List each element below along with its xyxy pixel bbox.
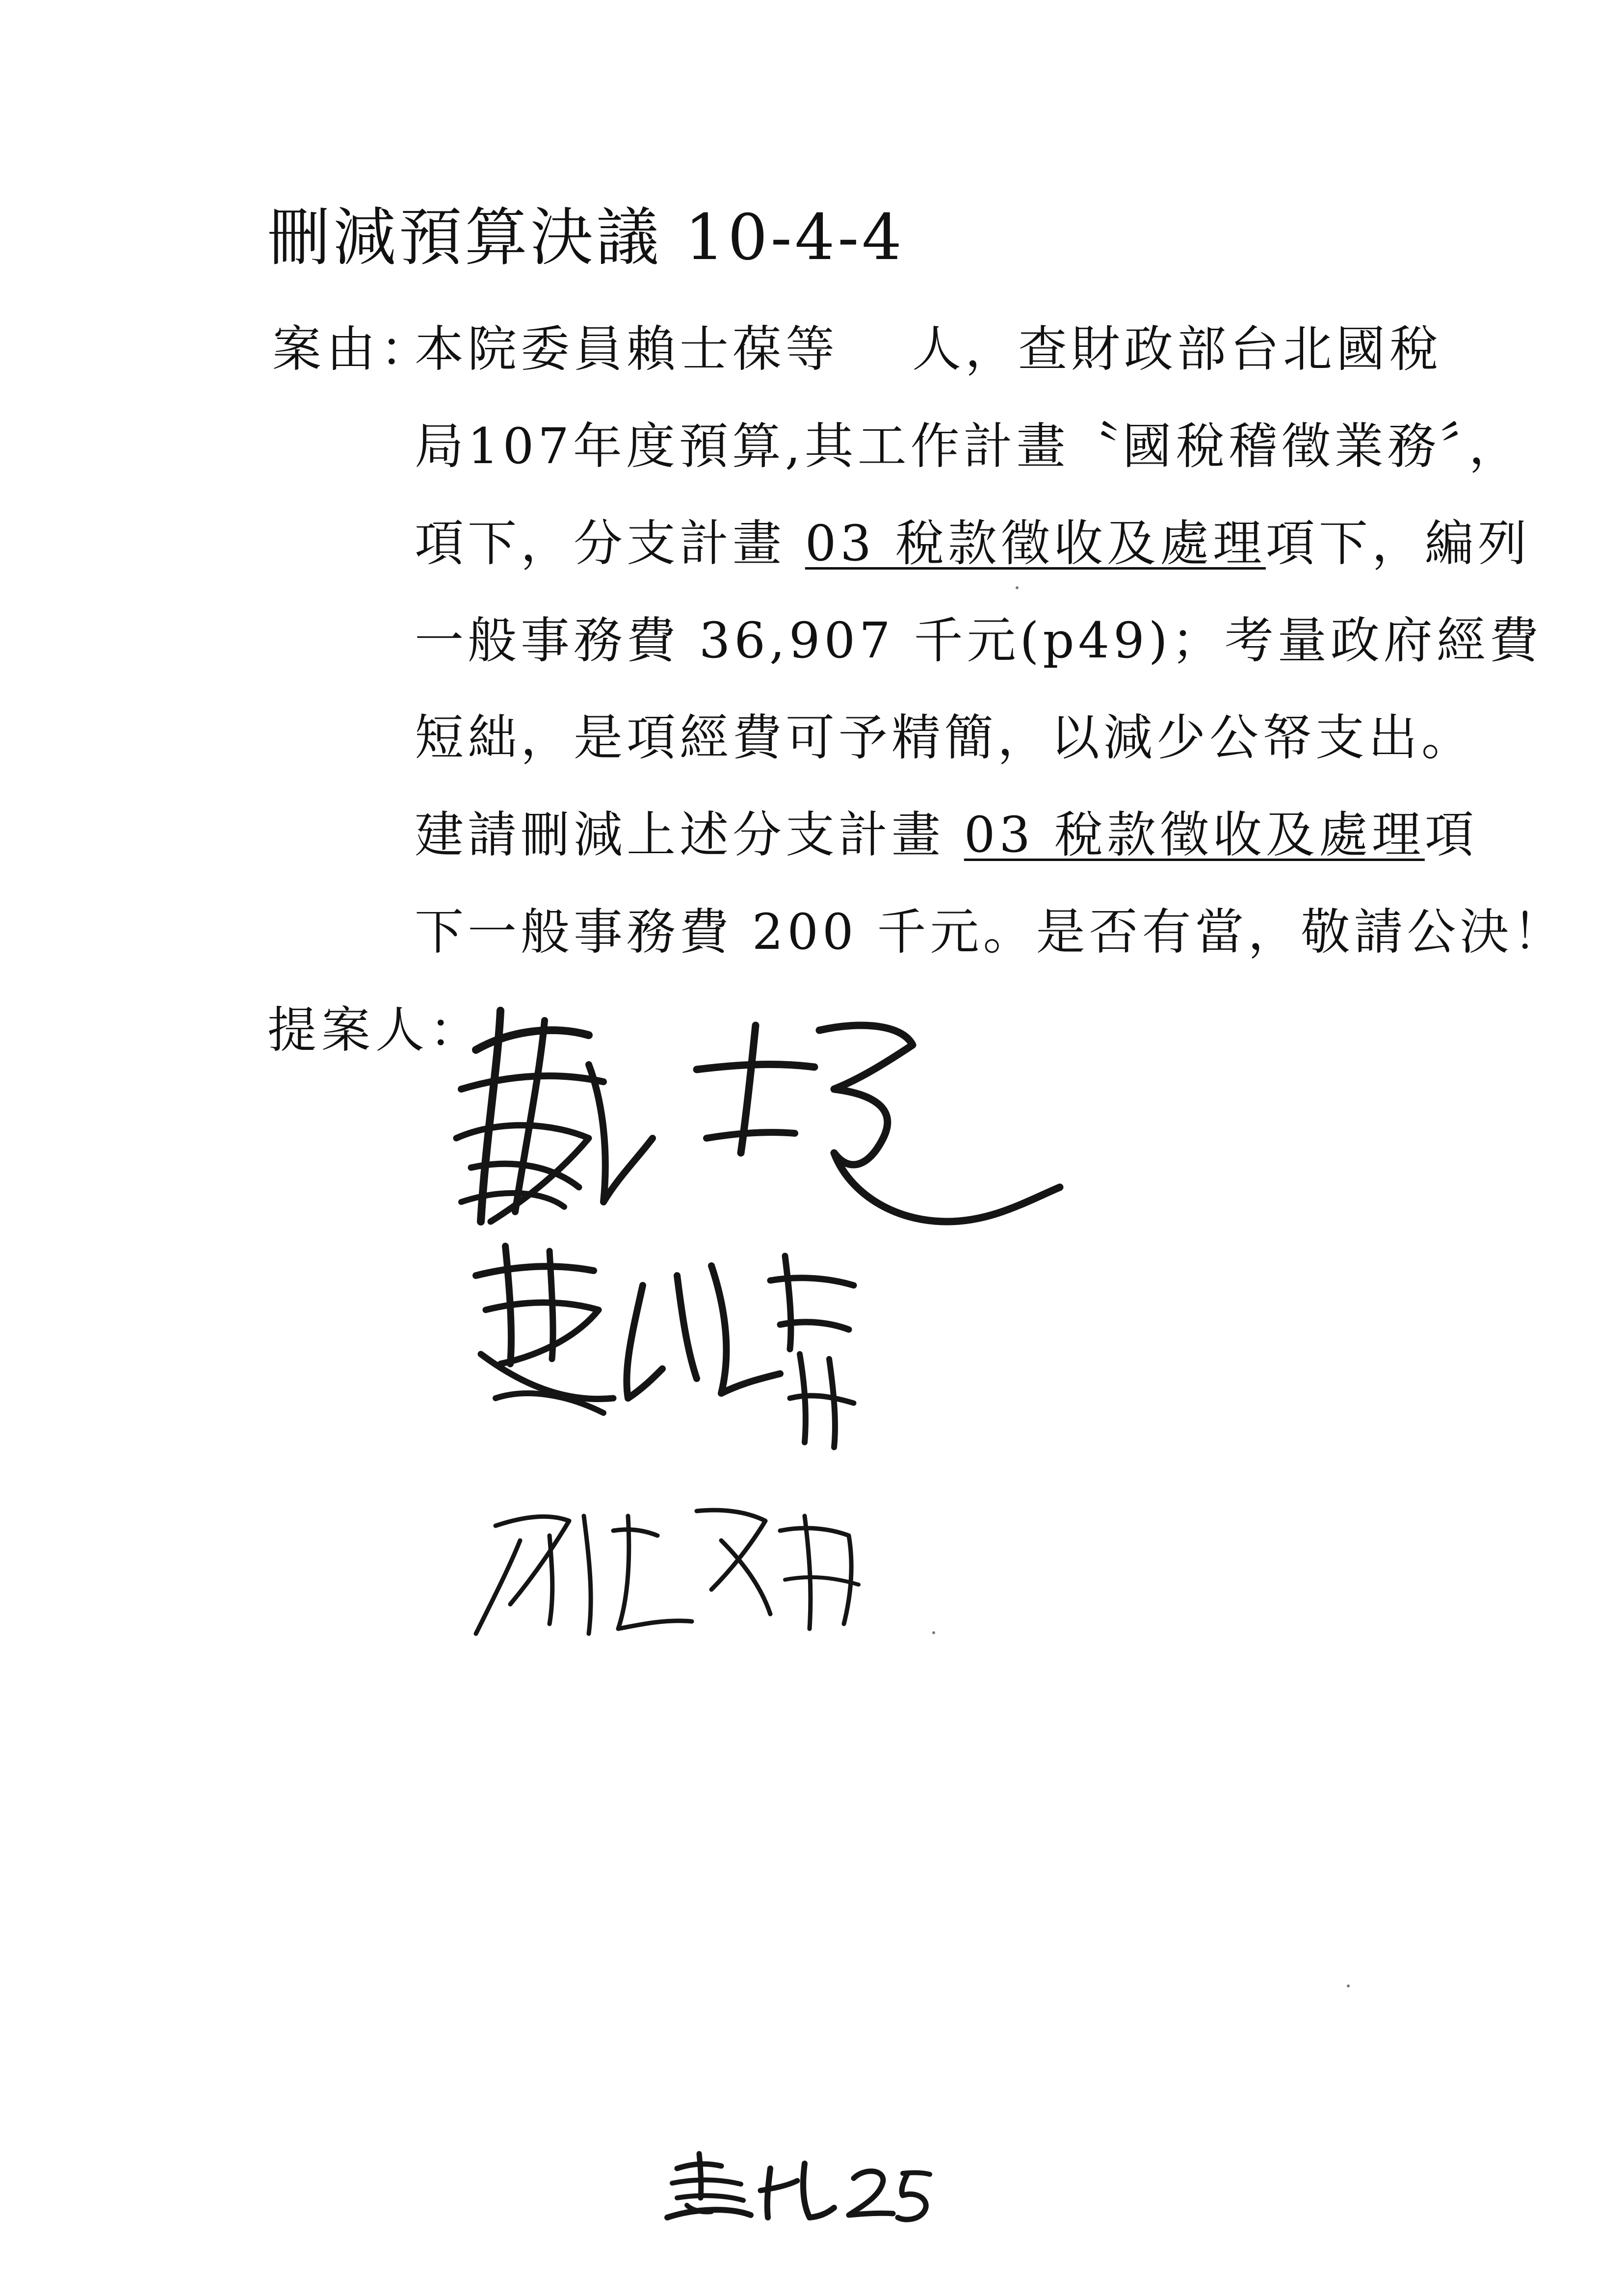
document-title: 刪減預算決議 10-4-4 <box>267 201 905 274</box>
reason-line-1-part-b: 人，查財政部台北國稅 <box>912 320 1442 378</box>
proposer-label: 提案人： <box>267 1001 483 1059</box>
reason-line-7: 下一般事務費 200 千元。是否有當，敬請公決！ <box>415 903 1566 961</box>
reason-line-3 <box>415 514 1531 573</box>
reason-line-2: 局107年度預算,其工作計畫〝國稅稽徵業務〞， <box>415 417 1522 475</box>
scan-speck <box>1347 1984 1350 1987</box>
reason-line-3-part-b: 項下，編列 <box>1265 515 1531 572</box>
signature-1 <box>442 991 1079 1266</box>
reason-label: 案由： <box>272 320 434 378</box>
reason-line-1-part-a: 本院委員賴士葆等 <box>415 320 838 378</box>
scan-speck <box>932 1631 935 1634</box>
reason-line-4: 一般事務費 36,907 千元(p49)；考量政府經費 <box>415 612 1543 669</box>
reason-line-3-part-a: 項下，分支計畫 <box>415 515 805 572</box>
reason-line-1 <box>415 320 1442 379</box>
footer-stamp <box>657 2149 932 2227</box>
signature-2 <box>466 1236 957 1462</box>
reason-line-5: 短絀，是項經費可予精簡，以減少公帑支出。 <box>415 709 1474 766</box>
underlined-program-name: 03 稅款徵收及處理 <box>964 806 1425 863</box>
reason-line-6-part-b: 項 <box>1424 806 1478 863</box>
reason-line-6-part-a: 建請刪減上述分支計畫 <box>415 806 964 863</box>
reason-line-6 <box>415 806 1478 864</box>
underlined-program-name: 03 稅款徵收及處理 <box>805 515 1266 572</box>
scan-speck <box>1016 586 1019 589</box>
signature-3 <box>466 1487 883 1648</box>
